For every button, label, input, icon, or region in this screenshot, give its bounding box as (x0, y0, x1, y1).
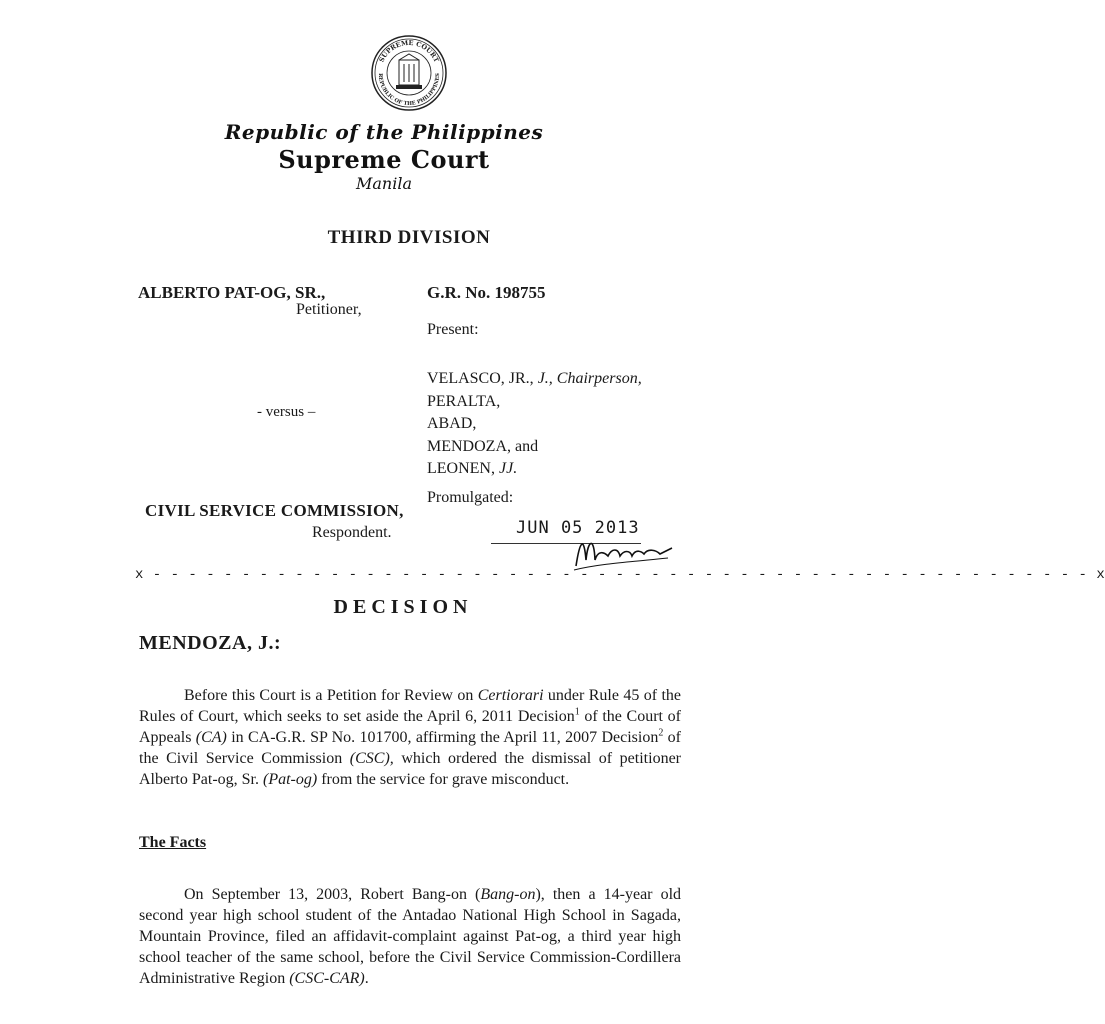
case-number: G.R. No. 198755 (427, 283, 546, 302)
justice-item: VELASCO, JR., J., Chairperson, (427, 370, 642, 387)
justices-list (427, 368, 642, 481)
footnote-marker: 2 (658, 727, 664, 739)
justice-item: MENDOZA, and (427, 437, 539, 455)
versus-label: - versus – (257, 404, 316, 420)
present-label: Present: (427, 321, 479, 338)
justice-item: PERALTA, (427, 392, 501, 410)
paragraph-facts: On September 13, 2003, Robert Bang-on (Bang-on), then a 14-year old second year high school student of the Antadao National High School in Sagada, Mountain Province, filed an affidavit-complaint against Pat-og, a third year high school teacher of the same school, before the Civil Service Commission-Cordillera Administrative Region (CSC-CAR). (139, 886, 682, 987)
supreme-court-seal-icon (370, 34, 448, 112)
city-heading: Manila (356, 174, 412, 193)
respondent-role: Respondent. (312, 524, 392, 541)
promulgated-date-stamp: JUN 05 2013 (516, 518, 640, 538)
seal-bottom-text: REPUBLIC OF THE PHILIPPINES (376, 73, 442, 108)
petitioner-role: Petitioner, (296, 301, 362, 318)
justice-item: ABAD, (427, 415, 477, 432)
facts-heading: The Facts (139, 834, 207, 851)
decision-heading: DECISION (333, 596, 473, 618)
seal-top-text: SUPREME COURT (377, 38, 441, 64)
division-heading: THIRD DIVISION (327, 227, 491, 248)
justice-item: LEONEN, JJ. (427, 460, 518, 477)
court-heading: Supreme Court (278, 145, 490, 174)
ponente: MENDOZA, J.: (139, 632, 282, 654)
paragraph-intro: Before this Court is a Petition for Review on Certiorari under Rule 45 of the Rules of Court, which seeks to set aside the April 6, 2011 Decision$^1$ of the Court of Appeals (CA) in CA-G.R. SP No. 101700, affirming the April 11, 2007 Decision$^2$ of the Civil Service Commission (CSC), which ordered the dismissal of petitioner Alberto Pat-og, Sr. (Pat-og) from the service for grave misconduct. (139, 687, 682, 788)
promulgated-label: Promulgated: (427, 489, 514, 506)
footnote-marker: 1 (574, 706, 580, 718)
republic-heading: Republic of the Philippines (224, 120, 544, 144)
respondent-name: CIVIL SERVICE COMMISSION, (145, 501, 404, 520)
petitioner-name: ALBERTO PAT-OG, SR., (138, 283, 326, 302)
section-divider: x - - - - - - - - - - - - - - - - - - - - - - - - - - - - - - - - - - - - - - - - - - - - - - - - - - - - - x (135, 567, 1105, 583)
